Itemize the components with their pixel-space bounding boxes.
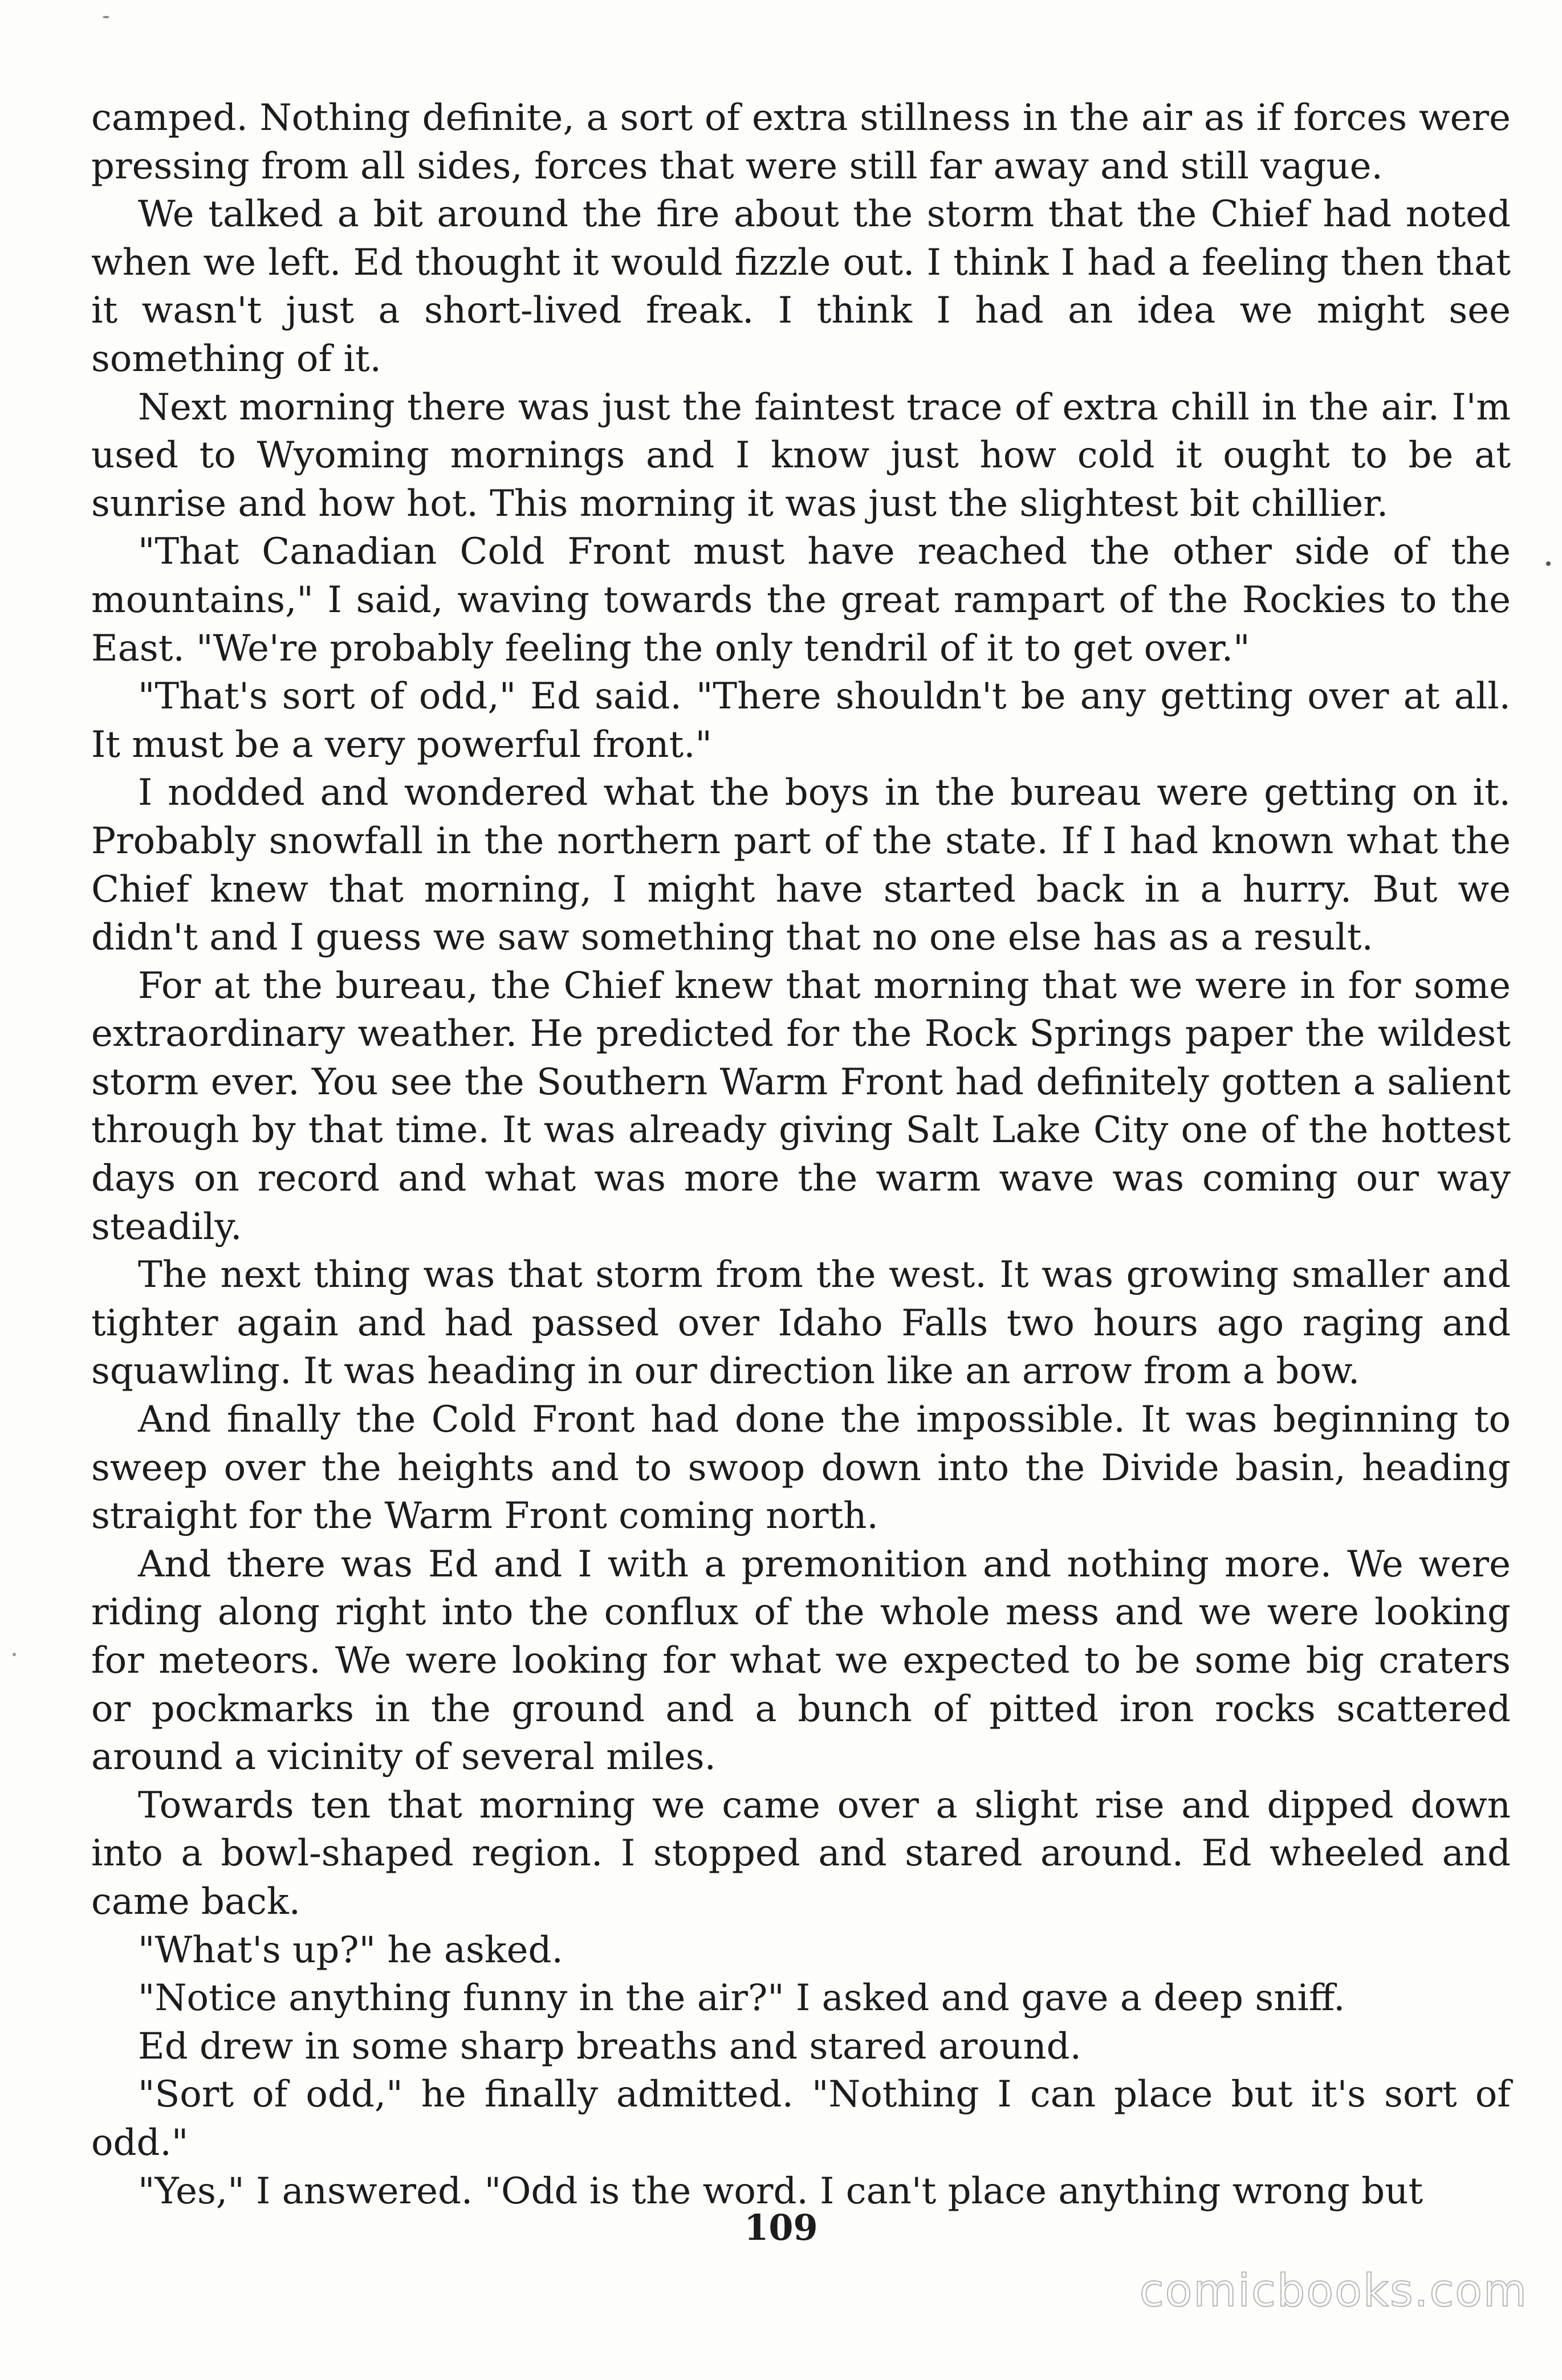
- paragraph: "Notice anything funny in the air?" I asked and gave a deep sniff.: [138, 1977, 1345, 2020]
- paragraph: I nodded and wondered what the boys in the bureau were getting on it. Probably snowfall in the northern part of the state. If I had known what the Chief knew that morning, I might have started back in a hurry. But we didn't and I guess we saw something that no one else has as a result.: [91, 772, 1511, 959]
- ink-speck: [103, 16, 109, 18]
- paragraph: "Sort of odd," he finally admitted. "Nothing I can place but it's sort of odd.": [91, 2073, 1511, 2164]
- paragraph: For at the bureau, the Chief knew that morning that we were in for some extraordinary weather. He predicted for the Rock Springs paper the wildest storm ever. You see the Southern Warm Front had definitely gotten a salient through by that time. It was already giving Salt Lake City one of the hottest days on record and what was more the warm wave was coming our way steadily.: [91, 964, 1511, 1248]
- paragraph: We talked a bit around the fire about the storm that the Chief had noted when we left. Ed thought it would fizzle out. I think I had a feeling then that it wasn't just a short-lived freak. I think I had an idea we might see something of it.: [91, 193, 1511, 380]
- paragraph: Towards ten that morning we came over a slight rise and dipped down into a bowl-shaped region. I stopped and stared around. Ed wheeled and came back.: [91, 1784, 1511, 1923]
- paragraph: "What's up?" he asked.: [138, 1929, 563, 1971]
- ink-speck: [1546, 561, 1551, 566]
- ink-speck: [13, 1653, 16, 1656]
- paragraph: "Yes," I answered. "Odd is the word. I can't place anything wrong but: [138, 2170, 1423, 2212]
- paragraph: And finally the Cold Front had done the impossible. It was beginning to sweep over the heights and to swoop down into the Divide basin, heading straight for the Warm Front coming north.: [91, 1399, 1511, 1538]
- watermark-logo: comicbooks.com: [1139, 2265, 1528, 2317]
- paragraph: "That Canadian Cold Front must have reached the other side of the mountains," I said, waving towards the great rampart of the Rockies to the East. "We're probably feeling the only tendril of it to get over.": [91, 531, 1511, 670]
- paragraph: And there was Ed and I with a premonition and nothing more. We were riding along right into the conflux of the whole mess and we were looking for meteors. We were looking for what we expected to be some big craters or pockmarks in the ground and a bunch of pitted iron rocks scattered around a vicinity of several miles.: [91, 1543, 1511, 1779]
- paragraph: "That's sort of odd," Ed said. "There shouldn't be any getting over at all. It must be a very powerful front.": [91, 675, 1511, 766]
- body-text: [91, 94, 1511, 2215]
- paragraph: Ed drew in some sharp breaths and stared around.: [138, 2025, 1081, 2068]
- paragraph: camped. Nothing definite, a sort of extra stillness in the air as if forces were pressing from all sides, forces that were still far away and still vague.: [91, 97, 1511, 188]
- page-number: 109: [744, 2207, 818, 2248]
- paragraph: The next thing was that storm from the west. It was growing smaller and tighter again and had passed over Idaho Falls two hours ago raging and squawling. It was heading in our direction like an arrow from a bow.: [91, 1254, 1511, 1393]
- paragraph: Next morning there was just the faintest trace of extra chill in the air. I'm used to Wyoming mornings and I know just how cold it ought to be at sunrise and how hot. This morning it was just the slightest bit chillier.: [91, 386, 1511, 525]
